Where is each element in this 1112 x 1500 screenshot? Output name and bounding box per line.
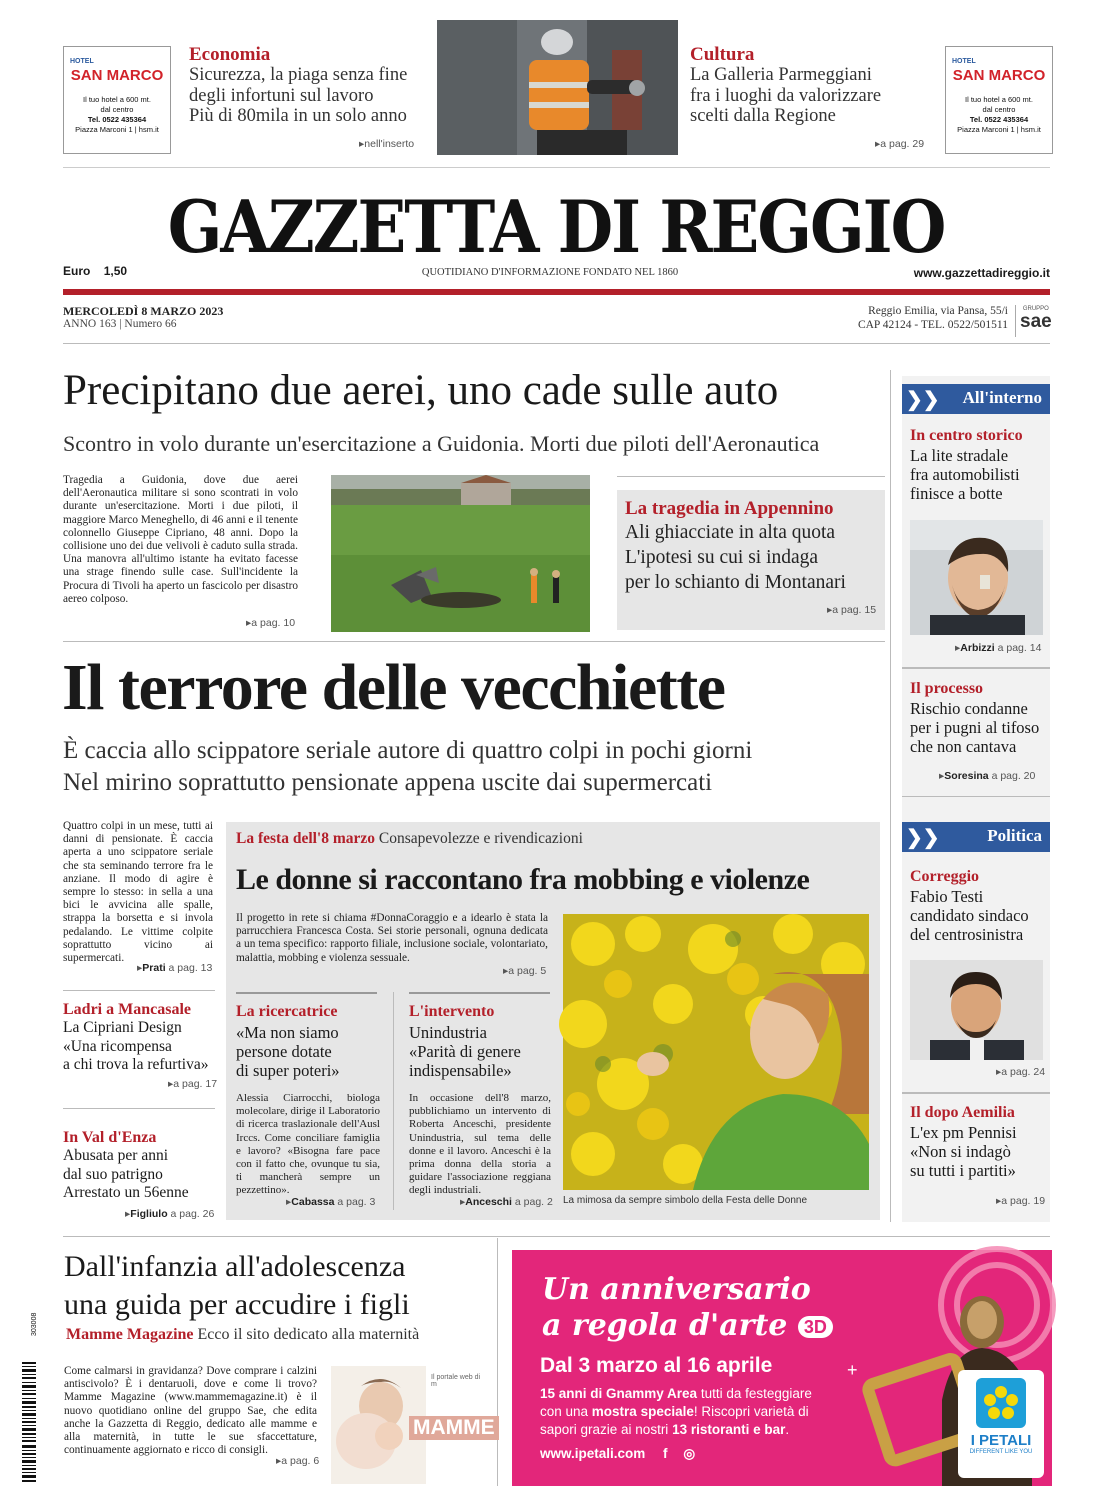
- teaser-ref: ▸a pag. 29: [875, 138, 925, 150]
- box-kicker: La tragedia in Appennino: [625, 498, 834, 519]
- worker-photo: [437, 20, 678, 155]
- hotel-brand: SAN MARCO: [70, 67, 164, 84]
- address-line: CAP 42124 - TEL. 0522/501511: [857, 319, 1008, 331]
- ad-text: [540, 1385, 812, 1439]
- bottom-kicker-rest: Ecco il sito dedicato alla maternità: [197, 1326, 420, 1343]
- item-line: dal suo patrigno: [63, 1165, 163, 1183]
- box-title: [625, 520, 877, 595]
- subhead-line: È caccia allo scippatore seriale autore di quattro colpi in pochi giorni: [63, 737, 753, 764]
- petali-ad[interactable]: [512, 1250, 1052, 1486]
- hotel-brand: SAN MARCO: [952, 67, 1046, 84]
- item-ref: ▸a pag. 24: [996, 1066, 1046, 1078]
- sidebar-header-politica: [902, 822, 1050, 852]
- box-ref: ▸a pag. 15: [827, 604, 877, 616]
- hotel-phone: Tel. 0522 435364: [969, 115, 1029, 124]
- item-kicker: Ladri a Mancasale: [63, 1001, 191, 1018]
- divider: [902, 667, 1050, 669]
- box-line: per lo schianto di Montanari: [625, 572, 846, 593]
- divider: [63, 167, 1050, 168]
- col-body: In occasione dell'8 marzo, pubblichiamo un intervento di Roberta Anceschi, presidente Unindustria, sul tema delle donne e il lavoro. Anceschi è la prima donna della storia a guidare l'associazione reggiana degli industriali.: [409, 1092, 551, 1197]
- item-kicker: Il processo: [910, 680, 984, 697]
- divider: [63, 1236, 1050, 1237]
- women-intro: Il progetto in rete si chiama #DonnaCoraggio e a idearlo è stata la parrucchiera Francesca Costa. Sei storie personali, ognuna dedicata a un tema specifico: rapporto filiale, inclusione sociale, volontariato, malattia, mobbing e violenza sessuale.: [236, 912, 548, 964]
- ad-badge: 3D: [798, 1316, 833, 1338]
- divider: [409, 992, 550, 994]
- teaser-kicker: Economia: [189, 44, 271, 65]
- women-kicker: La festa dell'8 marzo: [236, 830, 376, 847]
- issue-number: ANNO 163 | Numero 66: [63, 318, 177, 330]
- lead-subhead: Scontro in volo durante un'esercitazione a Guidonia. Morti due piloti dell'Aeronautica: [63, 431, 820, 456]
- item-ref: ▸a pag. 19: [996, 1195, 1046, 1207]
- item-line: finisce a botte: [910, 484, 1003, 503]
- headline-line: Dall'infanzia all'adolescenza: [64, 1250, 406, 1283]
- divider: [393, 992, 394, 1210]
- ad-text-line: 15 anni di Gnammy Area tutti da festeggiare: [540, 1386, 812, 1401]
- item-kicker: Correggio: [910, 868, 980, 885]
- arbizzi-photo: [910, 520, 1043, 635]
- hotel-line2: dal centro: [982, 105, 1016, 114]
- item-line: del centrosinistra: [910, 925, 1024, 944]
- second-subhead: [63, 735, 752, 799]
- mimosa-photo: [563, 914, 869, 1190]
- masthead-title: GAZZETTA DI REGGIO: [167, 185, 945, 270]
- hotel-line2: dal centro: [100, 105, 134, 114]
- address-block: [790, 304, 1008, 332]
- col-line: indispensabile»: [409, 1061, 512, 1080]
- item-kicker: Il dopo Aemilia: [910, 1104, 1015, 1121]
- divider: [497, 1238, 498, 1486]
- teaser-line: fra i luoghi da valorizzare: [690, 85, 882, 106]
- item-kicker: In Val d'Enza: [63, 1129, 157, 1146]
- teaser-title: [189, 65, 429, 127]
- teaser-line: La Galleria Parmeggiani: [690, 65, 872, 85]
- col-kicker: La ricercatrice: [236, 1003, 338, 1020]
- flower-icon: [976, 1378, 1026, 1428]
- item-ref: ▸Soresina a pag. 20: [939, 770, 1036, 782]
- ad-text-line: con una mostra speciale! Riscopri varietà di: [540, 1404, 809, 1419]
- item-line: «Non si indagò: [910, 1142, 1011, 1161]
- teaser-title: [690, 65, 930, 127]
- teaser-line: Sicurezza, la piaga senza fine: [189, 65, 408, 85]
- women-headline[interactable]: Le donne si raccontano fra mobbing e violenze: [236, 863, 810, 896]
- hotel-ad-left[interactable]: [63, 46, 171, 154]
- quote-icon: ❯❯: [906, 827, 940, 849]
- col-ref: ▸Cabassa a pag. 3: [286, 1196, 376, 1208]
- item-line: su tutti i partiti»: [910, 1161, 1016, 1180]
- col-line: di super poteri»: [236, 1061, 340, 1080]
- lead-headline[interactable]: Precipitano due aerei, uno cade sulle auto: [63, 367, 779, 414]
- item-line: «Una ricompensa: [63, 1037, 172, 1055]
- teaser-kicker: Cultura: [690, 44, 755, 65]
- facebook-icon[interactable]: f: [663, 1446, 668, 1461]
- hotel-ad-right[interactable]: [945, 46, 1053, 154]
- mamme-thumb: [331, 1366, 495, 1484]
- item-title: [910, 699, 1050, 756]
- testi-photo: [910, 960, 1043, 1060]
- group-name: sae: [1020, 311, 1052, 332]
- bottom-body: Come calmarsi in gravidanza? Dove comprare i calzini antiscivolo? È i dentaruoli, dove e come li trovo? Mamme Magazine (www.mammemagazine.it) è il nuovo quotidiano online del gruppo Sae, che edita anche la Gazzetta di Reggio, dedicato alle mamme e alla maternità, in tutte le sue sfaccettature, continuamente aggiornato e ricco di consigli.: [64, 1365, 317, 1457]
- left-item-valdenza[interactable]: [63, 1128, 223, 1220]
- col-kicker: L'intervento: [409, 1003, 495, 1020]
- petali-brand: I PETALI: [970, 1432, 1032, 1449]
- item-line: per i pugni al tifoso: [910, 718, 1040, 737]
- item-line: che non cantava: [910, 737, 1017, 756]
- group-label: GRUPPO: [1022, 306, 1049, 312]
- ad-footer: [540, 1446, 695, 1462]
- hotel-line1: Il tuo hotel a 600 mt.: [83, 95, 151, 104]
- item-kicker: In centro storico: [910, 427, 1023, 444]
- box-line: Ali ghiacciate in alta quota: [625, 522, 836, 543]
- divider: [63, 990, 215, 991]
- divider: [902, 1092, 1050, 1094]
- sidebar-header-label: All'interno: [962, 388, 1042, 407]
- left-item-mancasale[interactable]: [63, 1000, 223, 1090]
- teaser-line: degli infortuni sul lavoro: [189, 85, 374, 106]
- tagline: QUOTIDIANO D'INFORMAZIONE FONDATO NEL 1860: [421, 267, 679, 278]
- col-line: «Parità di genere: [409, 1042, 521, 1061]
- item-ref: ▸Figliulo a pag. 26: [125, 1208, 215, 1220]
- hotel-phone: Tel. 0522 435364: [87, 115, 147, 124]
- barcode-number: 303008: [31, 1312, 38, 1336]
- women-col-ricercatrice[interactable]: [236, 1002, 384, 1080]
- sidebar-item-aemilia[interactable]: [910, 1103, 1050, 1180]
- crash-photo: [331, 475, 590, 632]
- ad-url[interactable]: www.ipetali.com: [540, 1446, 646, 1461]
- item-ref: ▸a pag. 17: [168, 1078, 218, 1090]
- item-title: [63, 1147, 223, 1203]
- teaser-line: scelti dalla Regione: [690, 106, 836, 126]
- ad-dates: Dal 3 marzo al 16 aprile: [540, 1354, 773, 1377]
- col-line: persone dotate: [236, 1042, 332, 1061]
- hotel-logo: [946, 55, 1052, 83]
- sae-logo: [1020, 306, 1052, 332]
- hotel-ad-text: [64, 95, 170, 135]
- ad-headline-line: Un anniversario: [542, 1272, 811, 1307]
- divider: [63, 1108, 215, 1109]
- second-ref: ▸Prati a pag. 13: [137, 962, 213, 974]
- women-col-intervento[interactable]: [409, 1002, 557, 1080]
- thumb-brand: MAMME: [409, 1416, 499, 1440]
- website-link[interactable]: www.gazzettadireggio.it: [913, 266, 1050, 280]
- col-body: Alessia Ciarrocchi, biologa molecolare, dirige il Laboratorio di ricerca traslazionale dell'Ausl Irccs. Come conciliare famiglia e lavoro? «Bisogna fare pace con il fatto che, ovunque tu sia, ti mancherà sempre un pezzettino».: [236, 1092, 380, 1197]
- second-headline[interactable]: Il terrore delle vecchiette: [62, 651, 725, 724]
- bottom-kicker: Mamme Magazine: [66, 1326, 194, 1343]
- col-title: [236, 1023, 384, 1080]
- item-ref: ▸Arbizzi a pag. 14: [955, 642, 1042, 654]
- divider: [63, 641, 885, 642]
- bottom-ref: ▸a pag. 6: [276, 1455, 320, 1467]
- sidebar-item-processo[interactable]: [910, 679, 1050, 756]
- col-line: Unindustria: [409, 1023, 487, 1042]
- item-title: [910, 1123, 1050, 1180]
- second-body: Quattro colpi in un mese, tutti ai danni di pensionate. È caccia aperta a uno scippatore seriale che sta seminando terrore fra le anziane. Il modo di agire è sempre lo stesso: in sella a una bici le avvicina alle spalle, strappa la borsetta e si invola pedalando. Le vittime colpite soprattutto vicino ai supermercati.: [63, 820, 213, 965]
- item-line: Arrestato un 56enne: [63, 1184, 189, 1201]
- women-ref: ▸a pag. 5: [503, 965, 547, 977]
- teaser-economia[interactable]: [189, 44, 429, 150]
- bottom-headline[interactable]: [64, 1248, 410, 1324]
- hotel-address: Piazza Marconi 1 | hsm.it: [957, 125, 1041, 134]
- hotel-line1: Il tuo hotel a 600 mt.: [965, 95, 1033, 104]
- lead-body: Tragedia a Guidonia, dove due aerei dell'Aeronautica militare si sono scontrati in volo durante un'esercitazione. Morti i due piloti, il maggiore Marco Meneghello, di 46 anni e il tenente colonnello Giuseppe Cipriano, 48 anni. Dopo la collisione uno dei due velivoli è caduto sulla strada. Una manovra all'ultimo istante ha evitato facesse una strage finendo sulle case. Sull'incidente la Procura di Tivoli ha aperto un fascicolo per disastro aereo colposo.: [63, 474, 298, 605]
- sidebar-header-label: Politica: [987, 826, 1042, 845]
- sidebar-item-centro[interactable]: [910, 426, 1050, 503]
- red-rule: [63, 289, 1050, 295]
- divider: [1015, 305, 1016, 337]
- divider: [617, 476, 885, 477]
- ad-text-line: sapori grazie ai nostri 13 ristoranti e bar.: [540, 1422, 790, 1437]
- mimosa-caption: La mimosa da sempre simbolo della Festa delle Donne: [563, 1195, 808, 1206]
- petali-logo: [958, 1370, 1044, 1478]
- instagram-icon[interactable]: ◎: [683, 1446, 696, 1461]
- item-line: La lite stradale: [910, 446, 1009, 465]
- sidebar-item-correggio[interactable]: [910, 867, 1050, 944]
- svg-text:+: +: [847, 1360, 858, 1380]
- hotel-address: Piazza Marconi 1 | hsm.it: [75, 125, 159, 134]
- col-ref: ▸Anceschi a pag. 2: [460, 1196, 553, 1208]
- teaser-ref: ▸nell'inserto: [359, 138, 415, 150]
- divider: [63, 343, 1050, 344]
- col-line: «Ma non siamo: [236, 1023, 339, 1042]
- col-title: [409, 1023, 557, 1080]
- headline-line: una guida per accudire i figli: [64, 1288, 410, 1321]
- price-label: Euro: [63, 264, 91, 278]
- lead-ref: ▸a pag. 10: [246, 617, 296, 629]
- teaser-line: Più di 80mila in un solo anno: [189, 106, 407, 126]
- hotel-logo: [64, 55, 170, 83]
- item-title: [910, 446, 1050, 503]
- item-line: La Cipriani Design: [63, 1019, 182, 1036]
- women-kicker-rest: Consapevolezze e rivendicazioni: [378, 830, 583, 847]
- subhead-line: Nel mirino soprattutto pensionate appena uscite dai supermercati: [63, 769, 713, 796]
- ad-headline-line: a regola d'arte 3D: [542, 1308, 833, 1345]
- box-line: L'ipotesi su cui si indaga: [625, 547, 819, 568]
- item-title: [63, 1019, 223, 1075]
- teaser-cultura[interactable]: [690, 44, 930, 150]
- item-title: [910, 887, 1050, 944]
- item-line: Fabio Testi: [910, 887, 984, 906]
- item-line: candidato sindaco: [910, 906, 1029, 925]
- women-kicker-line: [236, 830, 583, 848]
- price-value: 1,50: [103, 264, 128, 278]
- divider: [890, 370, 891, 1222]
- ad-headline: [542, 1272, 833, 1345]
- divider: [236, 992, 377, 994]
- hotel-brand-top: HOTEL: [952, 58, 976, 65]
- bottom-kicker-line: [66, 1326, 419, 1344]
- hotel-brand-top: HOTEL: [70, 58, 94, 65]
- item-line: Abusata per anni: [63, 1147, 169, 1164]
- divider: [902, 796, 1050, 797]
- hotel-ad-text: [946, 95, 1052, 135]
- quote-icon: ❯❯: [906, 389, 940, 411]
- address-line: Reggio Emilia, via Pansa, 55/i: [868, 305, 1008, 317]
- item-line: fra automobilisti: [910, 465, 1020, 484]
- sidebar-header-interno: [902, 384, 1050, 414]
- barcode: [22, 1360, 42, 1486]
- petali-tagline: DIFFERENT LIKE YOU: [969, 1449, 1033, 1455]
- thumb-label: Il portale web di m: [431, 1374, 481, 1388]
- issue-date: MERCOLEDÌ 8 MARZO 2023: [63, 304, 224, 318]
- item-line: a chi trova la refurtiva»: [63, 1056, 209, 1073]
- appennino-box[interactable]: [617, 490, 885, 630]
- item-line: L'ex pm Pennisi: [910, 1123, 1017, 1142]
- item-line: Rischio condanne: [910, 699, 1028, 718]
